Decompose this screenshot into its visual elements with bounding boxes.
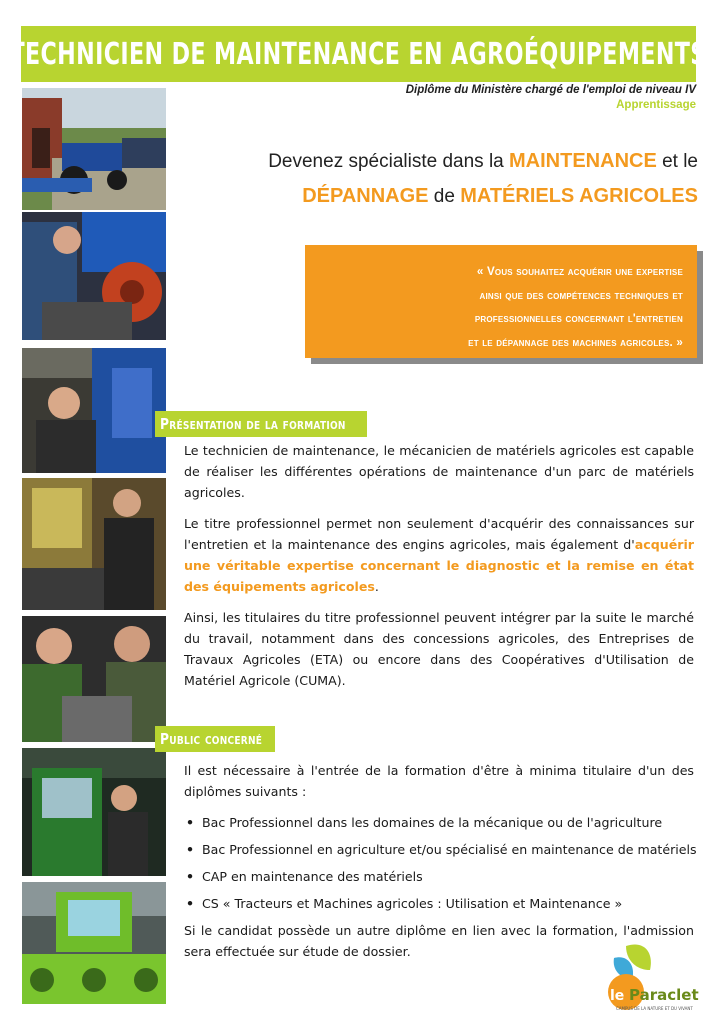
photo-tractor-farm: [22, 88, 166, 210]
photo-mechanic-wheel: [22, 212, 166, 340]
presentation-body: [184, 440, 694, 701]
presentation-paragraph-1: Le technicien de maintenance, le mécanicien de matériels agricoles est capable de réaliser les différentes opérations de maintenance d'un parc de matériels agricoles.: [184, 443, 694, 500]
photo-student-inspecting: [22, 348, 166, 473]
public-intro: Il est nécessaire à l'entrée de la formation d'être à minima titulaire d'un des diplômes suivants :: [184, 763, 694, 799]
photo-green-harvester: [22, 882, 166, 1004]
presentation-paragraph-2: [184, 513, 694, 597]
page-title: TECHNICIEN DE MAINTENANCE EN AGROÉQUIPEMENTS: [9, 36, 708, 72]
list-item: • Bac Professionnel dans les domaines de la mécanique ou de l'agriculture: [184, 812, 694, 833]
quote-box: [305, 245, 697, 358]
public-outro: Si le candidat possède un autre diplôme en lien avec la formation, l'admission sera effectuée sur étude de dossier.: [184, 923, 694, 959]
headline-text: et le: [656, 151, 698, 172]
section-title-text: Public concerné: [160, 730, 263, 748]
section-title-public: [155, 726, 275, 752]
title-banner: [9, 26, 708, 82]
training-mode: Apprentissage: [616, 99, 696, 111]
list-item: • CS « Tracteurs et Machines agricoles : Utilisation et Maintenance »: [184, 893, 694, 914]
logo-tagline: CAMPUS DE LA NATURE ET DU VIVANT: [616, 1006, 693, 1011]
headline-keyword-depannage: DÉPANNAGE: [302, 185, 429, 207]
headline-keyword-materiels: MATÉRIELS AGRICOLES: [460, 185, 698, 207]
quote-line: ainsi que des compétences techniques et: [479, 288, 683, 302]
list-item: • Bac Professionnel en agriculture et/ou spécialisé en maintenance de matériels: [184, 839, 694, 860]
photo-workshop-bench: [22, 478, 166, 610]
quote-line: « Vous souhaitez acquérir une expertise: [476, 265, 683, 278]
headline-text: de: [428, 186, 461, 207]
headline-line-1: [190, 150, 698, 173]
paragraph-text: .: [374, 579, 379, 594]
logo-text: le: [610, 988, 625, 1004]
paragraph-highlight: acquérir une véritable expertise concernant le diagnostic et la remise en état des équipements agricoles: [184, 537, 694, 594]
quote-line: et le dépannage des machines agricoles. »: [468, 335, 683, 349]
headline-text: Devenez spécialiste dans la: [268, 151, 510, 172]
paragraph-text: Le titre professionnel permet non seulement d'acquérir des connaissances sur l'entretien et la maintenance des engins agricoles, mais également d': [184, 516, 694, 552]
quote-line: professionnelles concernant l'entretien: [474, 312, 683, 325]
diploma-level: Diplôme du Ministère chargé de l'emploi de niveau IV: [405, 84, 696, 96]
diploma-list: [184, 812, 697, 914]
headline-line-2: [190, 185, 698, 208]
section-title-text: Présentation de la formation: [160, 415, 346, 433]
section-title-presentation: [155, 411, 367, 437]
presentation-paragraph-3: Ainsi, les titulaires du titre professionnel peuvent intégrer par la suite le marché du travail, notamment dans des concessions agricoles, des Entreprises de Travaux Agricoles (ETA) ou encore dans des Coopératives d'Utilisation de Matériel Agricole (CUMA).: [184, 610, 694, 688]
list-item: • CAP en maintenance des matériels: [184, 866, 694, 887]
photo-students-engine: [22, 616, 166, 742]
paraclet-logo: [596, 940, 708, 1018]
photo-strip: [22, 88, 166, 1004]
logo-text: Paraclet: [629, 986, 699, 1004]
headline-keyword-maintenance: MAINTENANCE: [509, 150, 657, 172]
photo-tractor-cab: [22, 748, 166, 876]
